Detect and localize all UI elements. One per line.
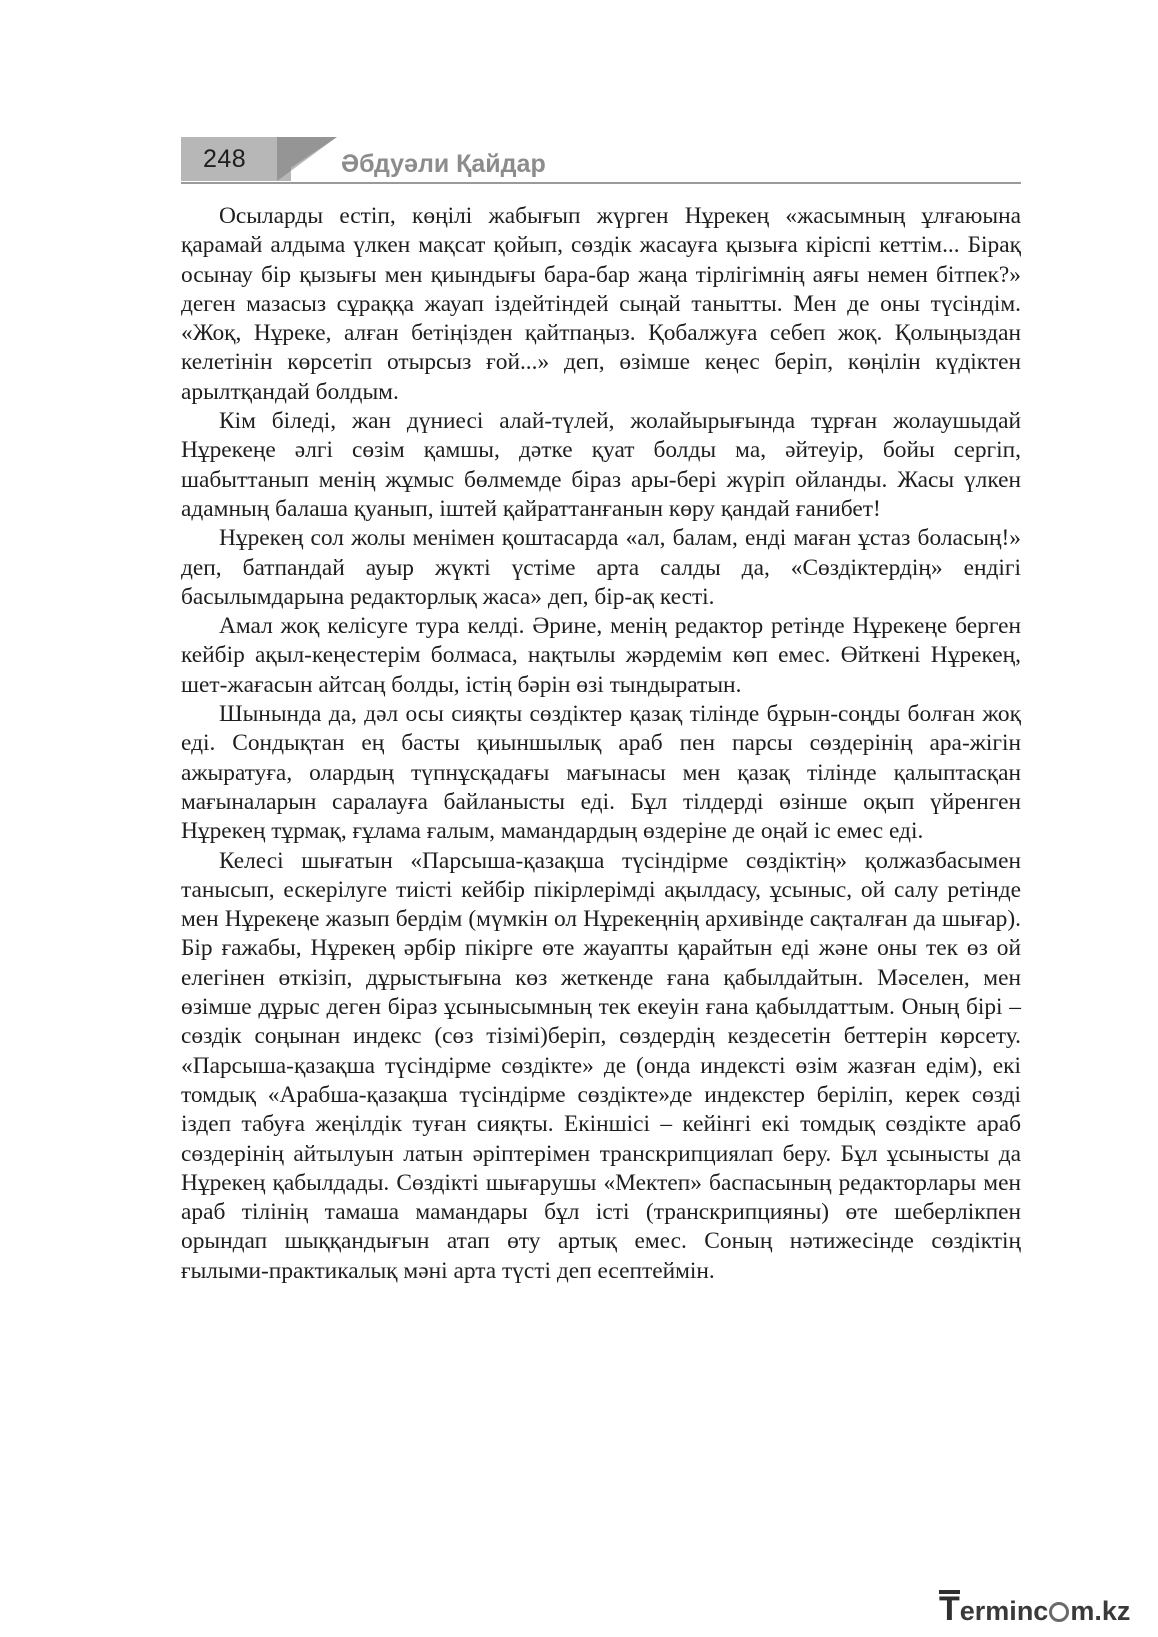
paragraph-3: Нұрекең сол жолы менімен қоштасарда «ал, балам, енді маған ұстаз боласың!» деп, батпандай ауыр жүкті үстіме арта салды да, «Сөздіктердің» ендігі басылымдарына редакторлық жаса» деп, бір-ақ кесті. bbox=[181, 525, 1021, 610]
page-header bbox=[181, 137, 1021, 185]
paragraph-4: Амал жоқ келісуге тура келді. Әрине, менің редактор ретінде Нұрекеңе берген кейбір ақыл-кеңестерім болмаса, нақтылы жәрдемім көп емес. Өйткені Нұрекең, шет-жағасын айтсаң болды, істің бәрін өзі тындыратын. bbox=[181, 613, 1021, 698]
page-number: 248 bbox=[203, 145, 247, 173]
site-watermark bbox=[939, 1590, 1139, 1630]
paragraph-5: Шынында да, дәл осы сияқты сөздіктер қазақ тілінде бұрын-соңды болған жоқ еді. Сондықтан ең басты қиыншылық араб пен парсы сөздерінің ара-жігін ажыратуға, олардың түпнұсқадағы мағынасы мен қазақ тілінде қалыптасқан мағыналарын саралауға байланысты еді. Бұл тілдерді өзінше оқып үйренген Нұрекең тұрмақ, ғұлама ғалым, мамандардың өздеріне де оңай іс емес еді. bbox=[181, 701, 1021, 845]
paragraph-1: Осыларды естіп, көңілі жабығып жүрген Нұрекең «жасымның ұлғаюына қарамай алдыма үлкен мақсат қойып, сөздік жасауға қызыға кіріспі кеттім... Бірақ осынау бір қызығы мен қиындығы бара-бар жаңа тірлігімнің аяғы немен бітпек?» деген мазасыз сұраққа жауап іздейтіндей сыңай танытты. Мен де оны түсіндім. «Жоқ, Нұреке, алған бетіңізден қайтпаңыз. Қобалжуға себеп жоқ. Қолыңыздан келетінін көрсетіп отырсыз ғой...» деп, өзімше кеңес беріп, көңілін күдіктен арылтқандай болдым. bbox=[181, 203, 1021, 405]
watermark-first-letter: T bbox=[939, 1590, 960, 1628]
header-rule bbox=[181, 182, 1021, 184]
page-tab-shadow bbox=[277, 137, 337, 181]
watermark-text-middle: erminc bbox=[959, 1596, 1049, 1626]
paragraph-2: Кім біледі, жан дүниесі алай-түлей, жолайырығында тұрған жолаушыдай Нұрекеңе әлгі сөзім қамшы, дәтке қуат болды ма, әйтеуір, бойы сергіп, шабыттанып менің жұмыс бөлмемде біраз ары-бері жүріп ойланды. Жасы үлкен адамның балаша қуанып, іштей қайраттанғанын көру қандай ғанибет! bbox=[181, 408, 1021, 522]
paragraph-6: Келесі шығатын «Парсыша-қазақша түсіндірме сөздіктің» қолжазбасымен танысып, ескерілуге тиісті кейбір пікірлерімді ақылдасу, ұсыныс, ой салу ретінде мен Нұрекеңе жазып бердім (мүмкін ол Нұрекеңнің архивінде сақталған да шығар). Бір ғажабы, Нұрекең әрбір пікірге өте жауапты қарайтын еді және оны тек өз ой елегінен өткізіп, дұрыстығына көз жеткенде ғана қабылдайтын. Мәселен, мен өзімше дұрыс деген біраз ұсынысымның тек екеуін ғана қабылдаттым. Оның бірі – сөздік соңынан индекс (сөз тізімі)беріп, сөздердің кездесетін беттерін көрсету. «Парсыша-қазақша түсіндірме сөздікте» де (онда индексті өзім жазған едім), екі томдық «Арабша-қазақша түсіндірме сөздікте»де индекстер беріліп, керек сөзді іздеп табуға жеңілдік туған сияқты. Екіншісі – кейінгі екі томдық сөздікте араб сөздерінің айтылуын латын әріптерімен транскрипциялап беру. Бұл ұсынысты да Нұрекең қабылдады. Сөздікті шығарушы «Мектеп» баспасының редакторлары мен араб тілінің тамаша мамандары бұл істі (транскрипцияны) өте шеберлікпен орындап шыққандығын атап өту артық емес. Соның нәтижесінде сөздіктің ғылыми-практикалық мәні арта түсті деп есептеймін. bbox=[181, 847, 1021, 1284]
running-title: Әбдуәли Қайдар bbox=[341, 150, 546, 178]
body-text bbox=[181, 202, 1021, 1286]
watermark-text-end: m.kz bbox=[1070, 1596, 1131, 1626]
magnifier-icon bbox=[1049, 1602, 1069, 1622]
